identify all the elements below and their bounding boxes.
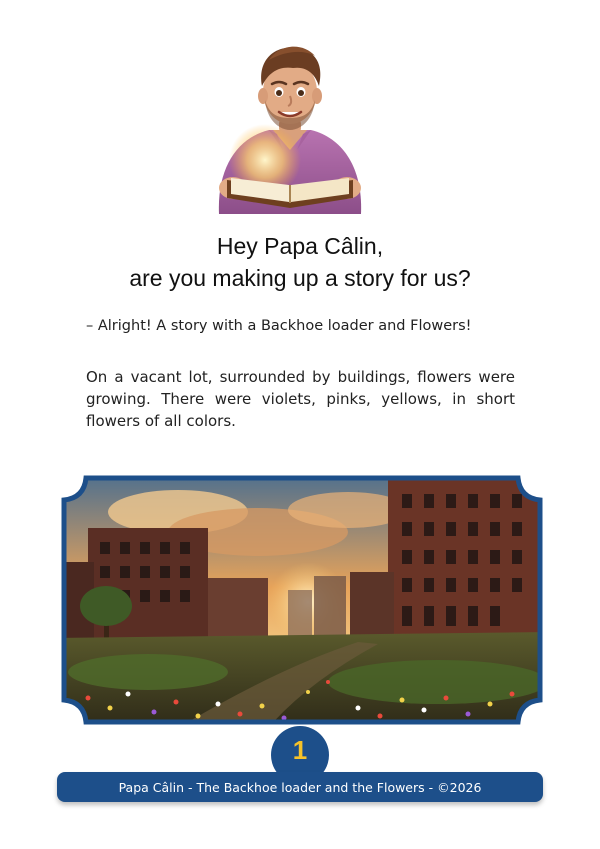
- story-paragraph: On a vacant lot, surrounded by buildings, flowers were growing. There were violets, pinks, yellows, in short flowers of all colors.: [86, 368, 515, 430]
- footer-bar: [57, 772, 543, 802]
- footer-credit: Papa Câlin - The Backhoe loader and the Flowers - ©2026: [118, 779, 482, 795]
- story-dialogue: – Alright! A story with a Backhoe loader and Flowers!: [86, 318, 472, 334]
- story-heading: [0, 230, 600, 294]
- heading-line-1: Hey Papa Câlin,: [216, 233, 384, 259]
- page-number: 1: [292, 735, 308, 765]
- scene-illustration: [58, 472, 546, 728]
- heading-line-2: are you making up a story for us?: [129, 265, 471, 291]
- papa-calin-illustration: [207, 38, 373, 214]
